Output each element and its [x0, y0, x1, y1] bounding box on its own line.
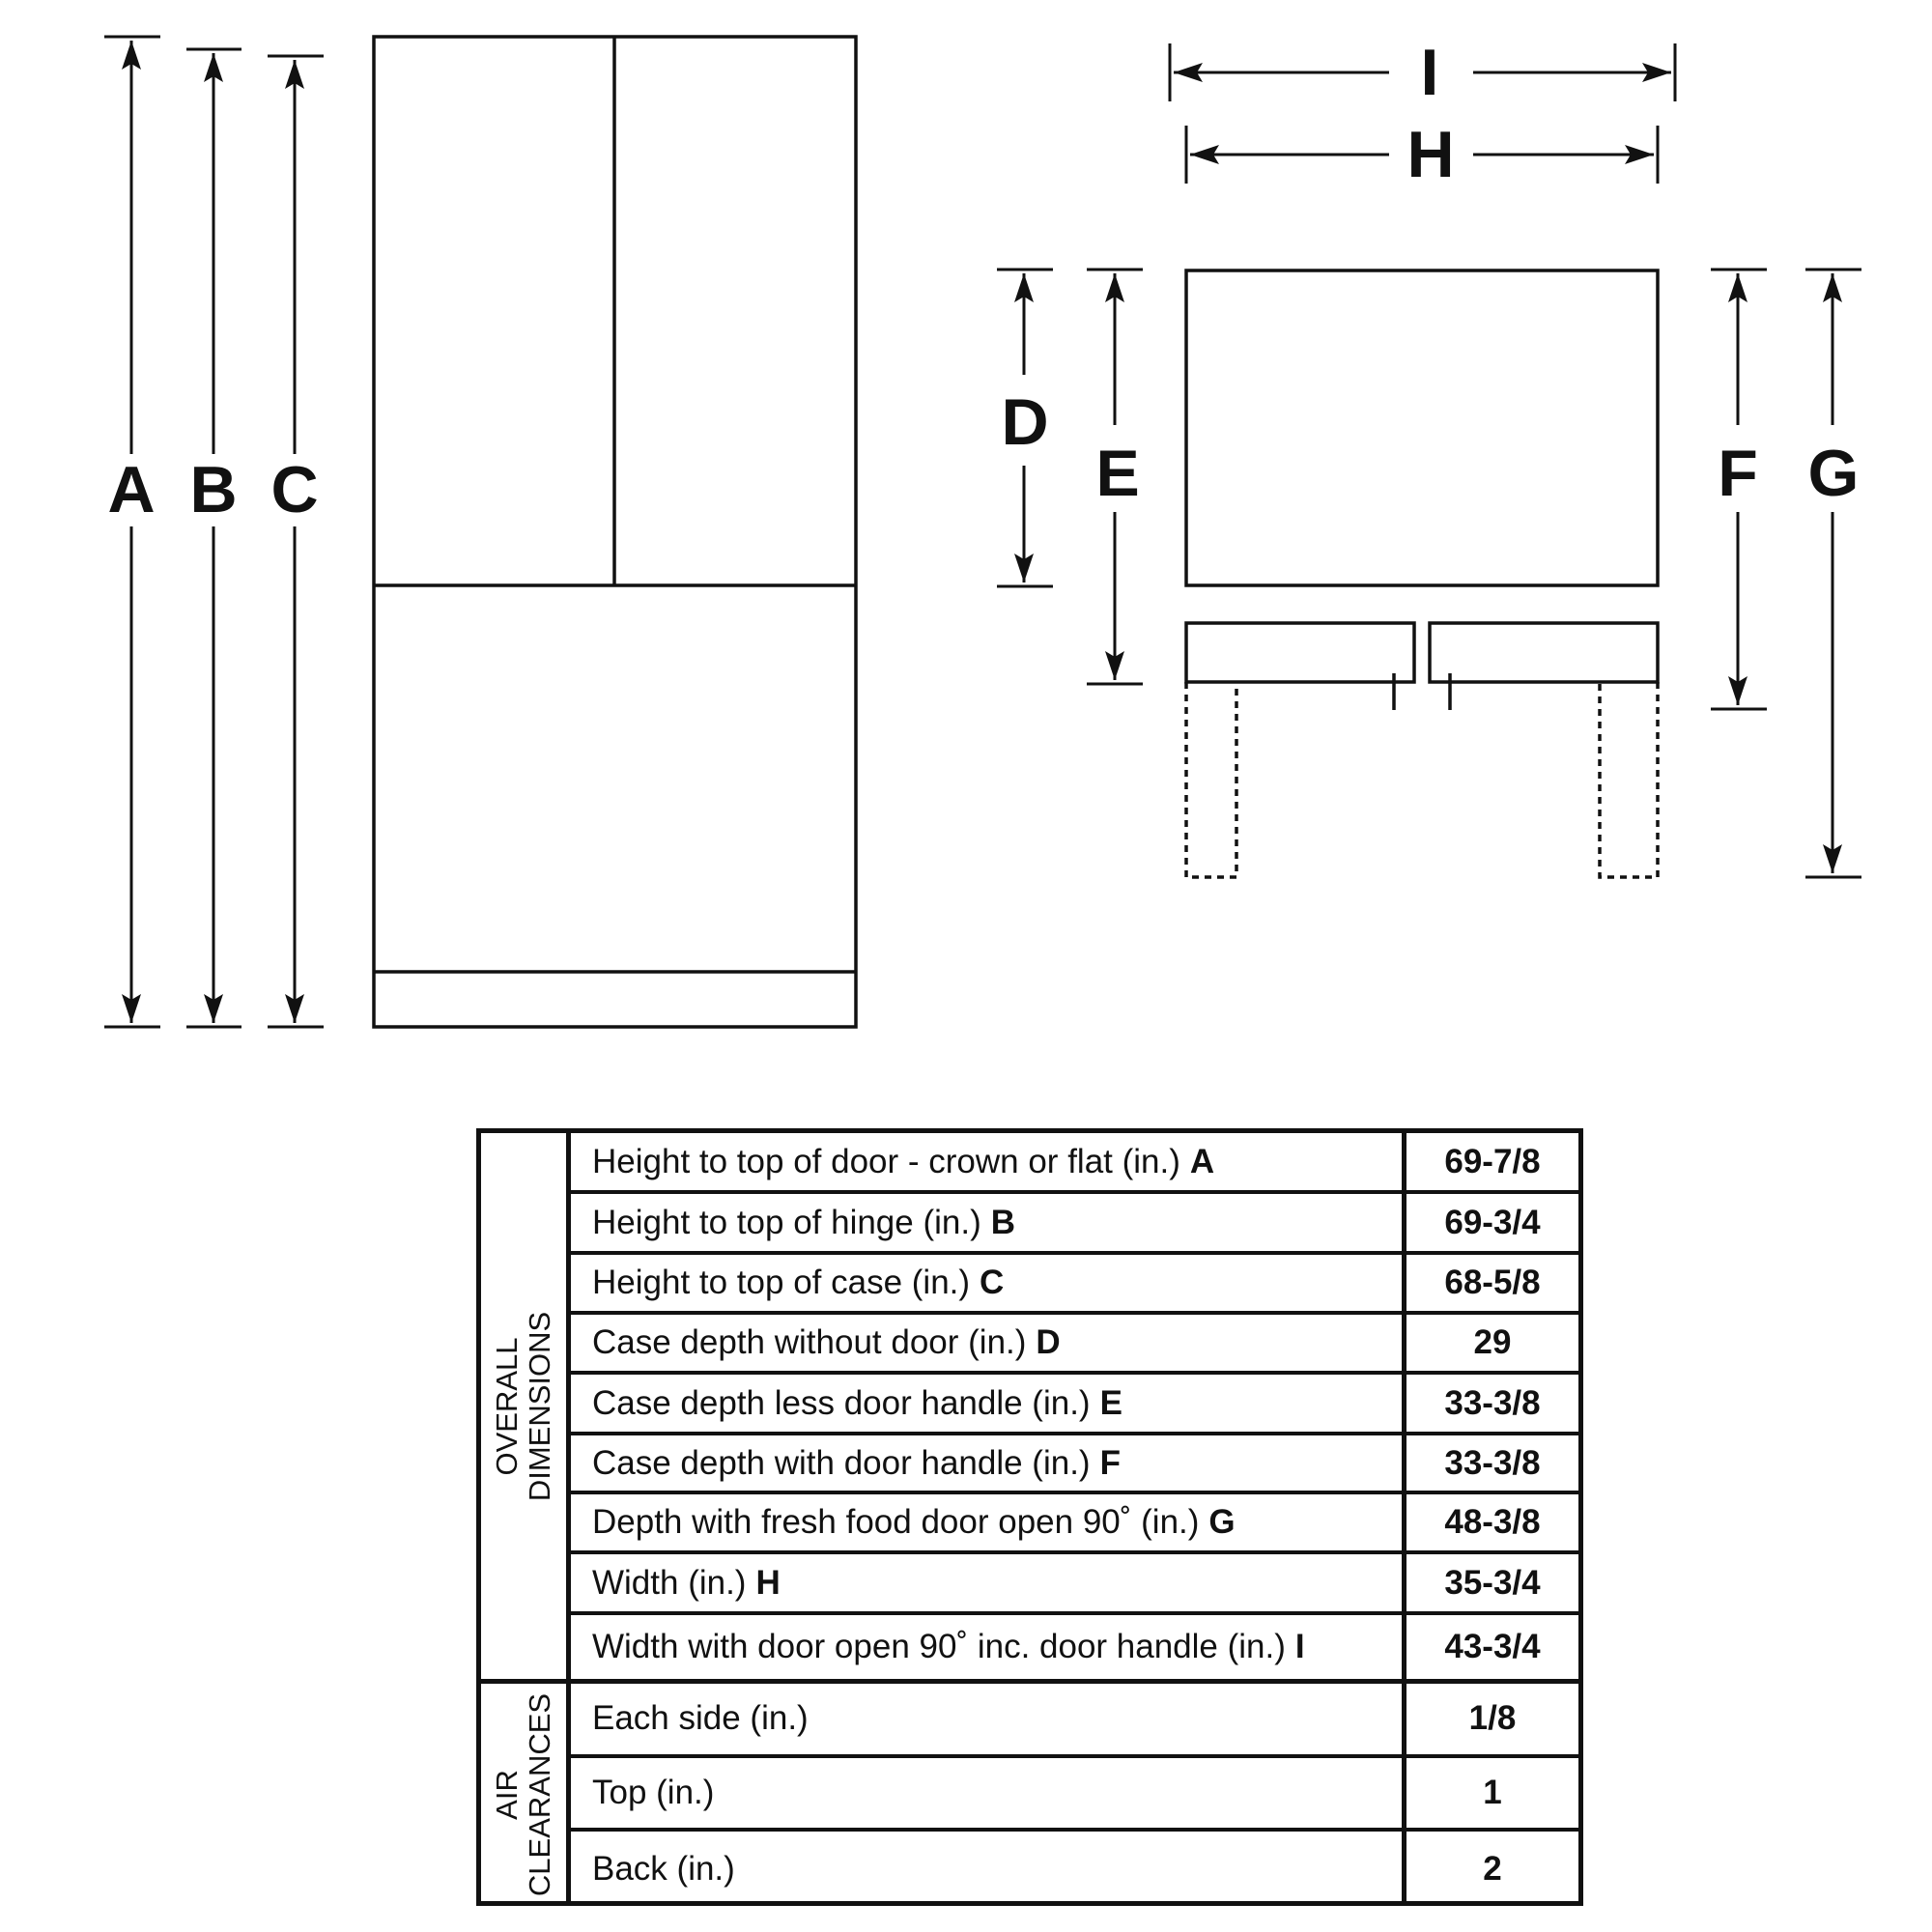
dimension-d-label: D — [1001, 385, 1049, 459]
air-clearances-label — [481, 1684, 571, 1906]
row-key: E — [1099, 1383, 1122, 1422]
table-row — [571, 1758, 1578, 1833]
row-value: 1 — [1483, 1774, 1502, 1812]
row-label: Height to top of hinge (in.) — [592, 1203, 981, 1241]
row-label-cell — [571, 1758, 1406, 1829]
specification-table — [476, 1128, 1583, 1906]
row-label: Top (in.) — [592, 1774, 715, 1812]
overall-dimensions-group — [481, 1133, 1578, 1679]
row-value: 2 — [1483, 1849, 1502, 1888]
dimension-i-label: I — [1420, 36, 1439, 109]
table-row — [571, 1194, 1578, 1255]
row-key: F — [1099, 1443, 1121, 1482]
dimension-d — [997, 270, 1053, 586]
table-row — [571, 1832, 1578, 1906]
dimension-h — [1186, 118, 1658, 191]
dimension-f — [1711, 270, 1767, 709]
row-label: Case depth with door handle (in.) — [592, 1443, 1091, 1482]
dimension-e — [1087, 270, 1143, 684]
row-label-cell — [571, 1615, 1406, 1679]
row-label: Each side (in.) — [592, 1699, 809, 1738]
row-key: C — [980, 1264, 1005, 1301]
row-label: Case depth less door handle (in.) — [592, 1383, 1091, 1422]
air-clearances-rows — [571, 1684, 1578, 1906]
table-row — [571, 1554, 1578, 1615]
row-label-cell — [571, 1194, 1406, 1251]
row-label: Case depth without door (in.) — [592, 1323, 1027, 1361]
row-key: A — [1189, 1142, 1215, 1180]
table-row — [571, 1255, 1578, 1315]
row-label-cell — [571, 1494, 1406, 1550]
row-value: 29 — [1473, 1323, 1512, 1361]
table-row — [571, 1494, 1578, 1554]
row-value: 33-3/8 — [1444, 1383, 1541, 1422]
overall-dimensions-text: OVERALL DIMENSIONS — [490, 1311, 556, 1501]
air-clearances-text: AIR CLEARANCES — [490, 1692, 556, 1897]
row-label-cell — [571, 1832, 1406, 1906]
table-row — [571, 1375, 1578, 1435]
row-label: Depth with fresh food door open 90˚ (in.) — [592, 1503, 1200, 1541]
row-key: G — [1208, 1503, 1236, 1541]
row-label-cell — [571, 1255, 1406, 1311]
dimension-g-label: G — [1807, 437, 1860, 510]
row-value: 48-3/8 — [1444, 1503, 1541, 1541]
refrigerator-top-view — [1186, 270, 1658, 877]
table-row — [571, 1315, 1578, 1375]
row-value: 35-3/4 — [1444, 1563, 1541, 1602]
row-label: Height to top of case (in.) — [592, 1264, 971, 1301]
row-value: 33-3/8 — [1444, 1443, 1541, 1482]
refrigerator-front-view — [374, 37, 856, 1027]
overall-dimensions-rows — [571, 1133, 1578, 1679]
row-label-cell — [571, 1554, 1406, 1611]
row-key: D — [1036, 1323, 1061, 1361]
row-label: Width with door open 90˚ inc. door handle (in.) — [592, 1628, 1286, 1665]
row-value: 1/8 — [1468, 1699, 1517, 1738]
dimension-f-label: F — [1718, 437, 1758, 510]
row-label: Back (in.) — [592, 1849, 735, 1888]
row-key: H — [755, 1563, 781, 1602]
row-value: 69-3/4 — [1444, 1203, 1541, 1241]
table-row — [571, 1133, 1578, 1194]
table-row — [571, 1615, 1578, 1679]
overall-dimensions-label — [481, 1133, 571, 1679]
row-value: 68-5/8 — [1444, 1264, 1541, 1301]
table-row — [571, 1435, 1578, 1494]
dimension-c-label: C — [270, 453, 319, 526]
dimension-c — [268, 56, 324, 1027]
dimension-i — [1170, 36, 1675, 109]
table-row — [571, 1684, 1578, 1758]
dimension-g — [1805, 270, 1861, 877]
row-label: Height to top of door - crown or flat (in.) — [592, 1142, 1180, 1180]
dimension-b — [186, 49, 242, 1027]
row-label-cell — [571, 1684, 1406, 1754]
row-key: I — [1294, 1628, 1305, 1665]
row-label: Width (in.) — [592, 1563, 747, 1602]
row-key: B — [990, 1203, 1016, 1241]
dimension-e-label: E — [1095, 437, 1140, 510]
row-value: 69-7/8 — [1444, 1142, 1541, 1180]
row-label-cell — [571, 1133, 1406, 1190]
dimension-a — [104, 37, 160, 1027]
row-value: 43-3/4 — [1444, 1628, 1541, 1665]
dimension-b-label: B — [189, 453, 238, 526]
air-clearances-group — [481, 1679, 1578, 1906]
row-label-cell — [571, 1315, 1406, 1371]
dimension-a-label: A — [107, 453, 156, 526]
dimension-h-label: H — [1406, 118, 1455, 191]
row-label-cell — [571, 1375, 1406, 1432]
row-label-cell — [571, 1435, 1406, 1491]
